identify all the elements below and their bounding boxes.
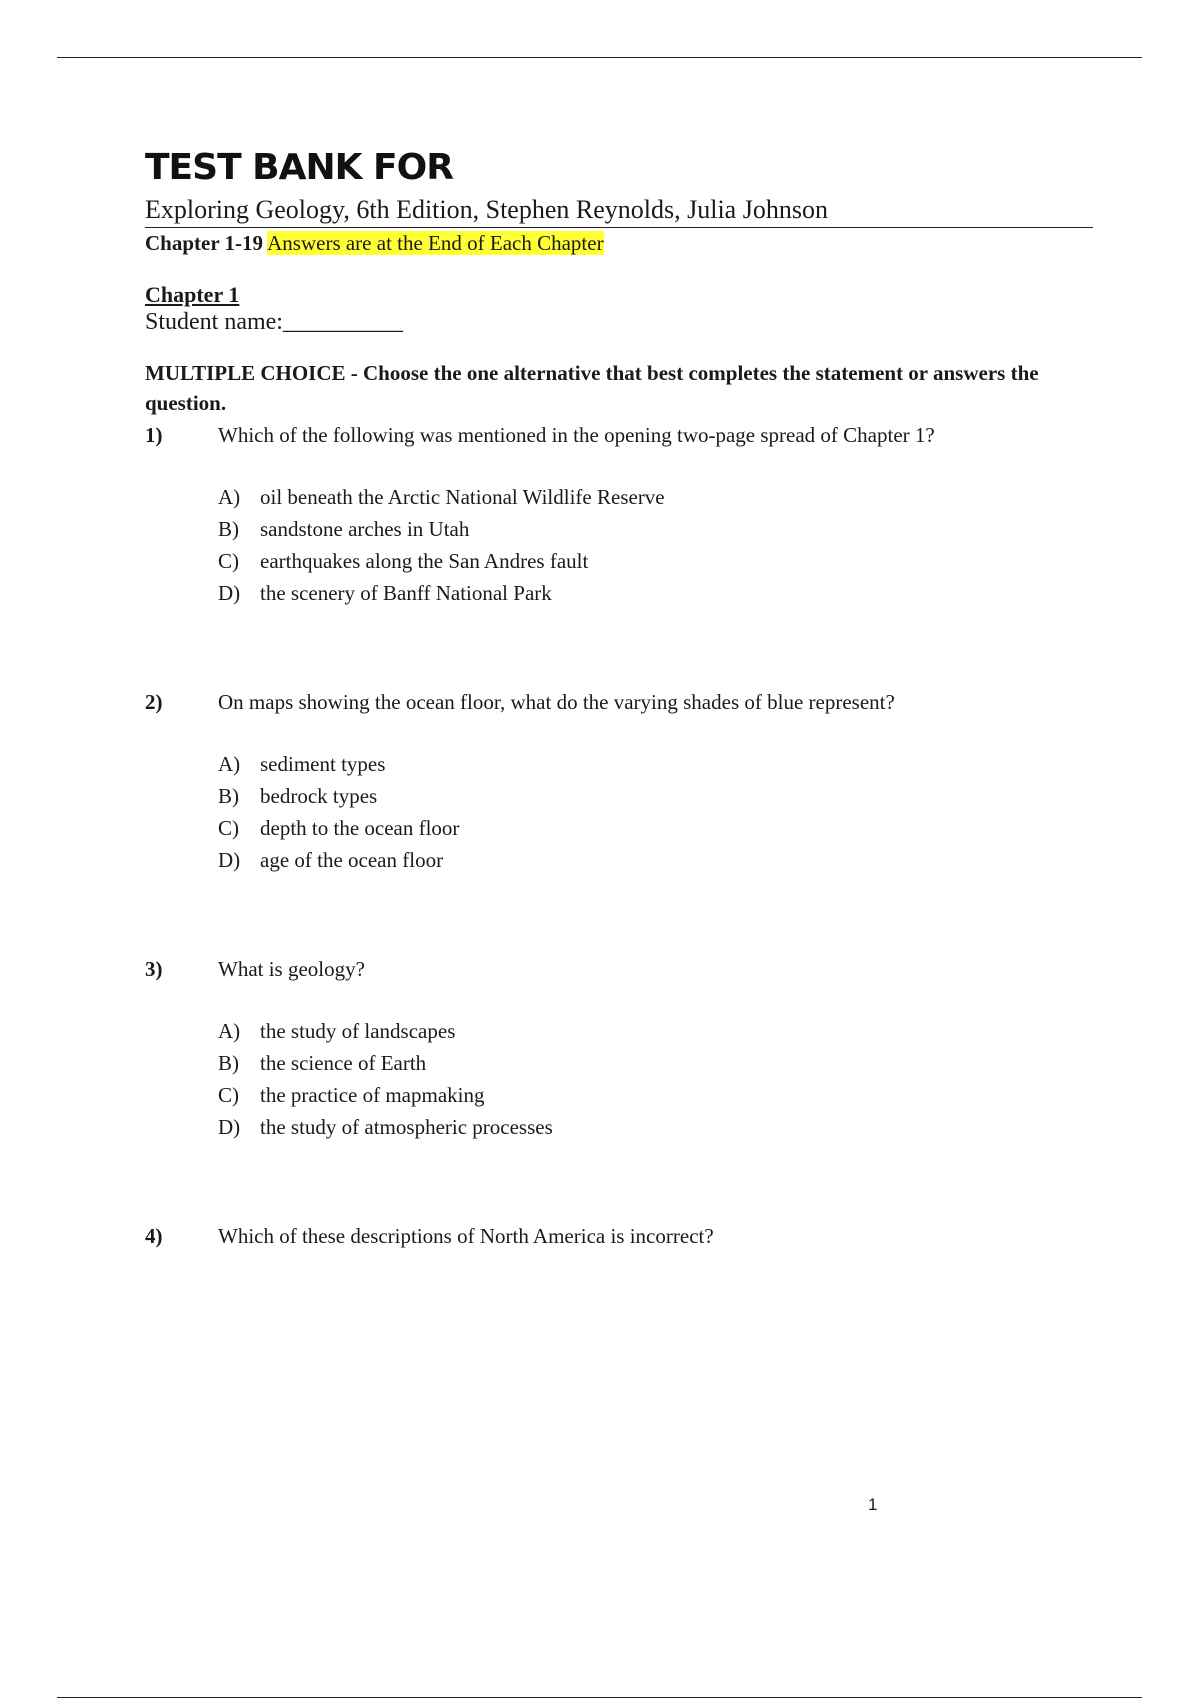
student-name-field: Student name:__________	[145, 309, 403, 336]
option	[218, 780, 1095, 812]
option-letter: A)	[218, 1019, 241, 1044]
question-text: On maps showing the ocean floor, what do the varying shades of blue represent?	[218, 690, 895, 715]
option	[218, 513, 1095, 545]
option-list	[218, 481, 1095, 609]
chapter-heading: Chapter 1	[145, 282, 240, 308]
option-text: earthquakes along the San Andres fault	[260, 549, 589, 574]
question-number: 3)	[145, 957, 163, 982]
option-text: oil beneath the Arctic National Wildlife Reserve	[260, 485, 665, 510]
option-letter: D)	[218, 848, 241, 873]
option-letter: C)	[218, 549, 239, 574]
option-text: sandstone arches in Utah	[260, 517, 470, 542]
option-letter: B)	[218, 784, 239, 809]
option	[218, 812, 1095, 844]
question-list	[145, 420, 1095, 1251]
option-letter: B)	[218, 517, 239, 542]
bottom-rule	[57, 1697, 1142, 1698]
option	[218, 545, 1095, 577]
question-number: 4)	[145, 1224, 163, 1249]
question	[145, 954, 1095, 1143]
option-letter: A)	[218, 485, 241, 510]
option	[218, 481, 1095, 513]
instructions: MULTIPLE CHOICE - Choose the one alternative that best completes the statement or answers the question.	[145, 361, 1039, 416]
question	[145, 1221, 1095, 1251]
chapter-range-line	[145, 231, 1095, 256]
option-text: the scenery of Banff National Park	[260, 581, 552, 606]
option-text: the practice of mapmaking	[260, 1083, 485, 1108]
top-rule	[57, 57, 1142, 58]
option	[218, 844, 1095, 876]
option	[218, 1015, 1095, 1047]
book-subtitle: Exploring Geology, 6th Edition, Stephen Reynolds, Julia Johnson	[145, 194, 1093, 228]
option-list	[218, 1015, 1095, 1143]
question-number: 1)	[145, 423, 163, 448]
question-text: Which of the following was mentioned in the opening two-page spread of Chapter 1?	[218, 423, 935, 448]
document-title: TEST BANK FOR	[145, 147, 453, 188]
option-text: the study of landscapes	[260, 1019, 456, 1044]
option-text: bedrock types	[260, 784, 378, 809]
option	[218, 1079, 1095, 1111]
question-number: 2)	[145, 690, 163, 715]
option	[218, 577, 1095, 609]
option-letter: C)	[218, 816, 239, 841]
option	[218, 1047, 1095, 1079]
option	[218, 1111, 1095, 1143]
option	[218, 748, 1095, 780]
question	[145, 420, 1095, 609]
question-text: Which of these descriptions of North America is incorrect?	[218, 1224, 714, 1249]
question-text: What is geology?	[218, 957, 365, 982]
question	[145, 687, 1095, 876]
option-letter: B)	[218, 1051, 239, 1076]
option-text: the science of Earth	[260, 1051, 427, 1076]
option-text: sediment types	[260, 752, 386, 777]
option-text: the study of atmospheric processes	[260, 1115, 553, 1140]
option-text: depth to the ocean floor	[260, 816, 460, 841]
page-number: 1	[868, 1495, 878, 1514]
option-letter: D)	[218, 581, 241, 606]
answers-note: Answers are at the End of Each Chapter	[267, 231, 604, 256]
chapter-range: Chapter 1-19	[145, 231, 264, 256]
option-letter: A)	[218, 752, 241, 777]
option-letter: D)	[218, 1115, 241, 1140]
option-letter: C)	[218, 1083, 239, 1108]
option-text: age of the ocean floor	[260, 848, 444, 873]
document-body	[145, 147, 1095, 1329]
option-list	[218, 748, 1095, 876]
